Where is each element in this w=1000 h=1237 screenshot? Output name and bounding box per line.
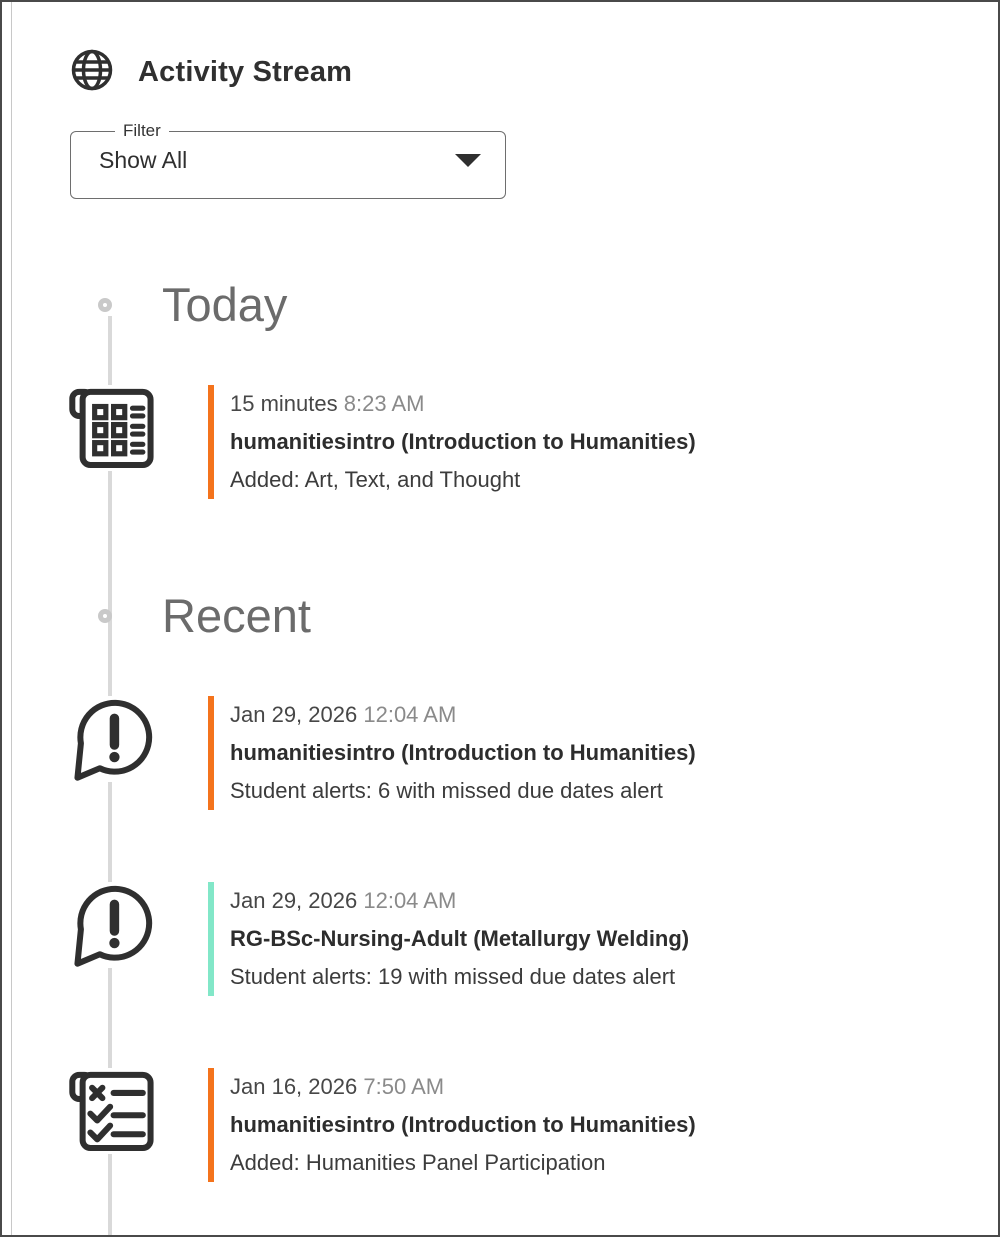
entry-time: 12:04 AM [363, 702, 457, 727]
content-item-icon [68, 385, 154, 471]
entry-date: 15 minutes [230, 391, 338, 416]
filter-selected-value: Show All [99, 147, 188, 173]
entry-meta [230, 882, 689, 920]
entry-accent-bar [208, 385, 214, 499]
entry-date: Jan 16, 2026 [230, 1074, 358, 1099]
checklist-icon [68, 1068, 154, 1154]
entry-description: Added: Humanities Panel Participation [230, 1150, 606, 1175]
entry-time: 7:50 AM [363, 1074, 445, 1099]
entry-meta [230, 1068, 696, 1106]
globe-icon [70, 48, 114, 97]
entry-course: humanitiesintro (Introduction to Humanities) [230, 1112, 696, 1137]
chevron-down-icon [455, 154, 481, 167]
entry-description: Student alerts: 19 with missed due dates alert [230, 964, 676, 989]
activity-entry[interactable] [68, 882, 998, 996]
alert-bubble-icon [68, 696, 154, 782]
activity-entry[interactable] [68, 696, 998, 810]
entry-accent-bar [208, 882, 214, 996]
activity-entry[interactable] [68, 385, 998, 499]
entry-meta [230, 696, 696, 734]
filter-select[interactable] [70, 121, 506, 199]
entry-course: humanitiesintro (Introduction to Humanities) [230, 429, 696, 454]
entry-course: RG-BSc-Nursing-Adult (Metallurgy Welding) [230, 926, 690, 951]
section-heading-recent [98, 588, 998, 643]
entry-time: 8:23 AM [343, 391, 425, 416]
entry-description: Student alerts: 6 with missed due dates alert [230, 778, 663, 803]
timeline-node [98, 298, 112, 312]
entry-meta [230, 385, 696, 423]
timeline-node [98, 609, 112, 623]
alert-bubble-icon [68, 882, 154, 968]
entry-date: Jan 29, 2026 [230, 702, 358, 727]
panel-edge-rule [11, 2, 12, 1235]
entry-accent-bar [208, 696, 214, 810]
entry-description: Added: Art, Text, and Thought [230, 467, 521, 492]
entry-course: humanitiesintro (Introduction to Humanities) [230, 740, 696, 765]
entry-date: Jan 29, 2026 [230, 888, 358, 913]
entry-time: 12:04 AM [363, 888, 457, 913]
page-header [70, 48, 998, 97]
section-heading-today [98, 277, 998, 332]
section-title: Today [162, 278, 288, 331]
page-title: Activity Stream [138, 56, 353, 88]
section-title: Recent [162, 589, 311, 642]
activity-entry[interactable] [68, 1068, 998, 1182]
entry-accent-bar [208, 1068, 214, 1182]
filter-label: Filter [123, 121, 161, 140]
